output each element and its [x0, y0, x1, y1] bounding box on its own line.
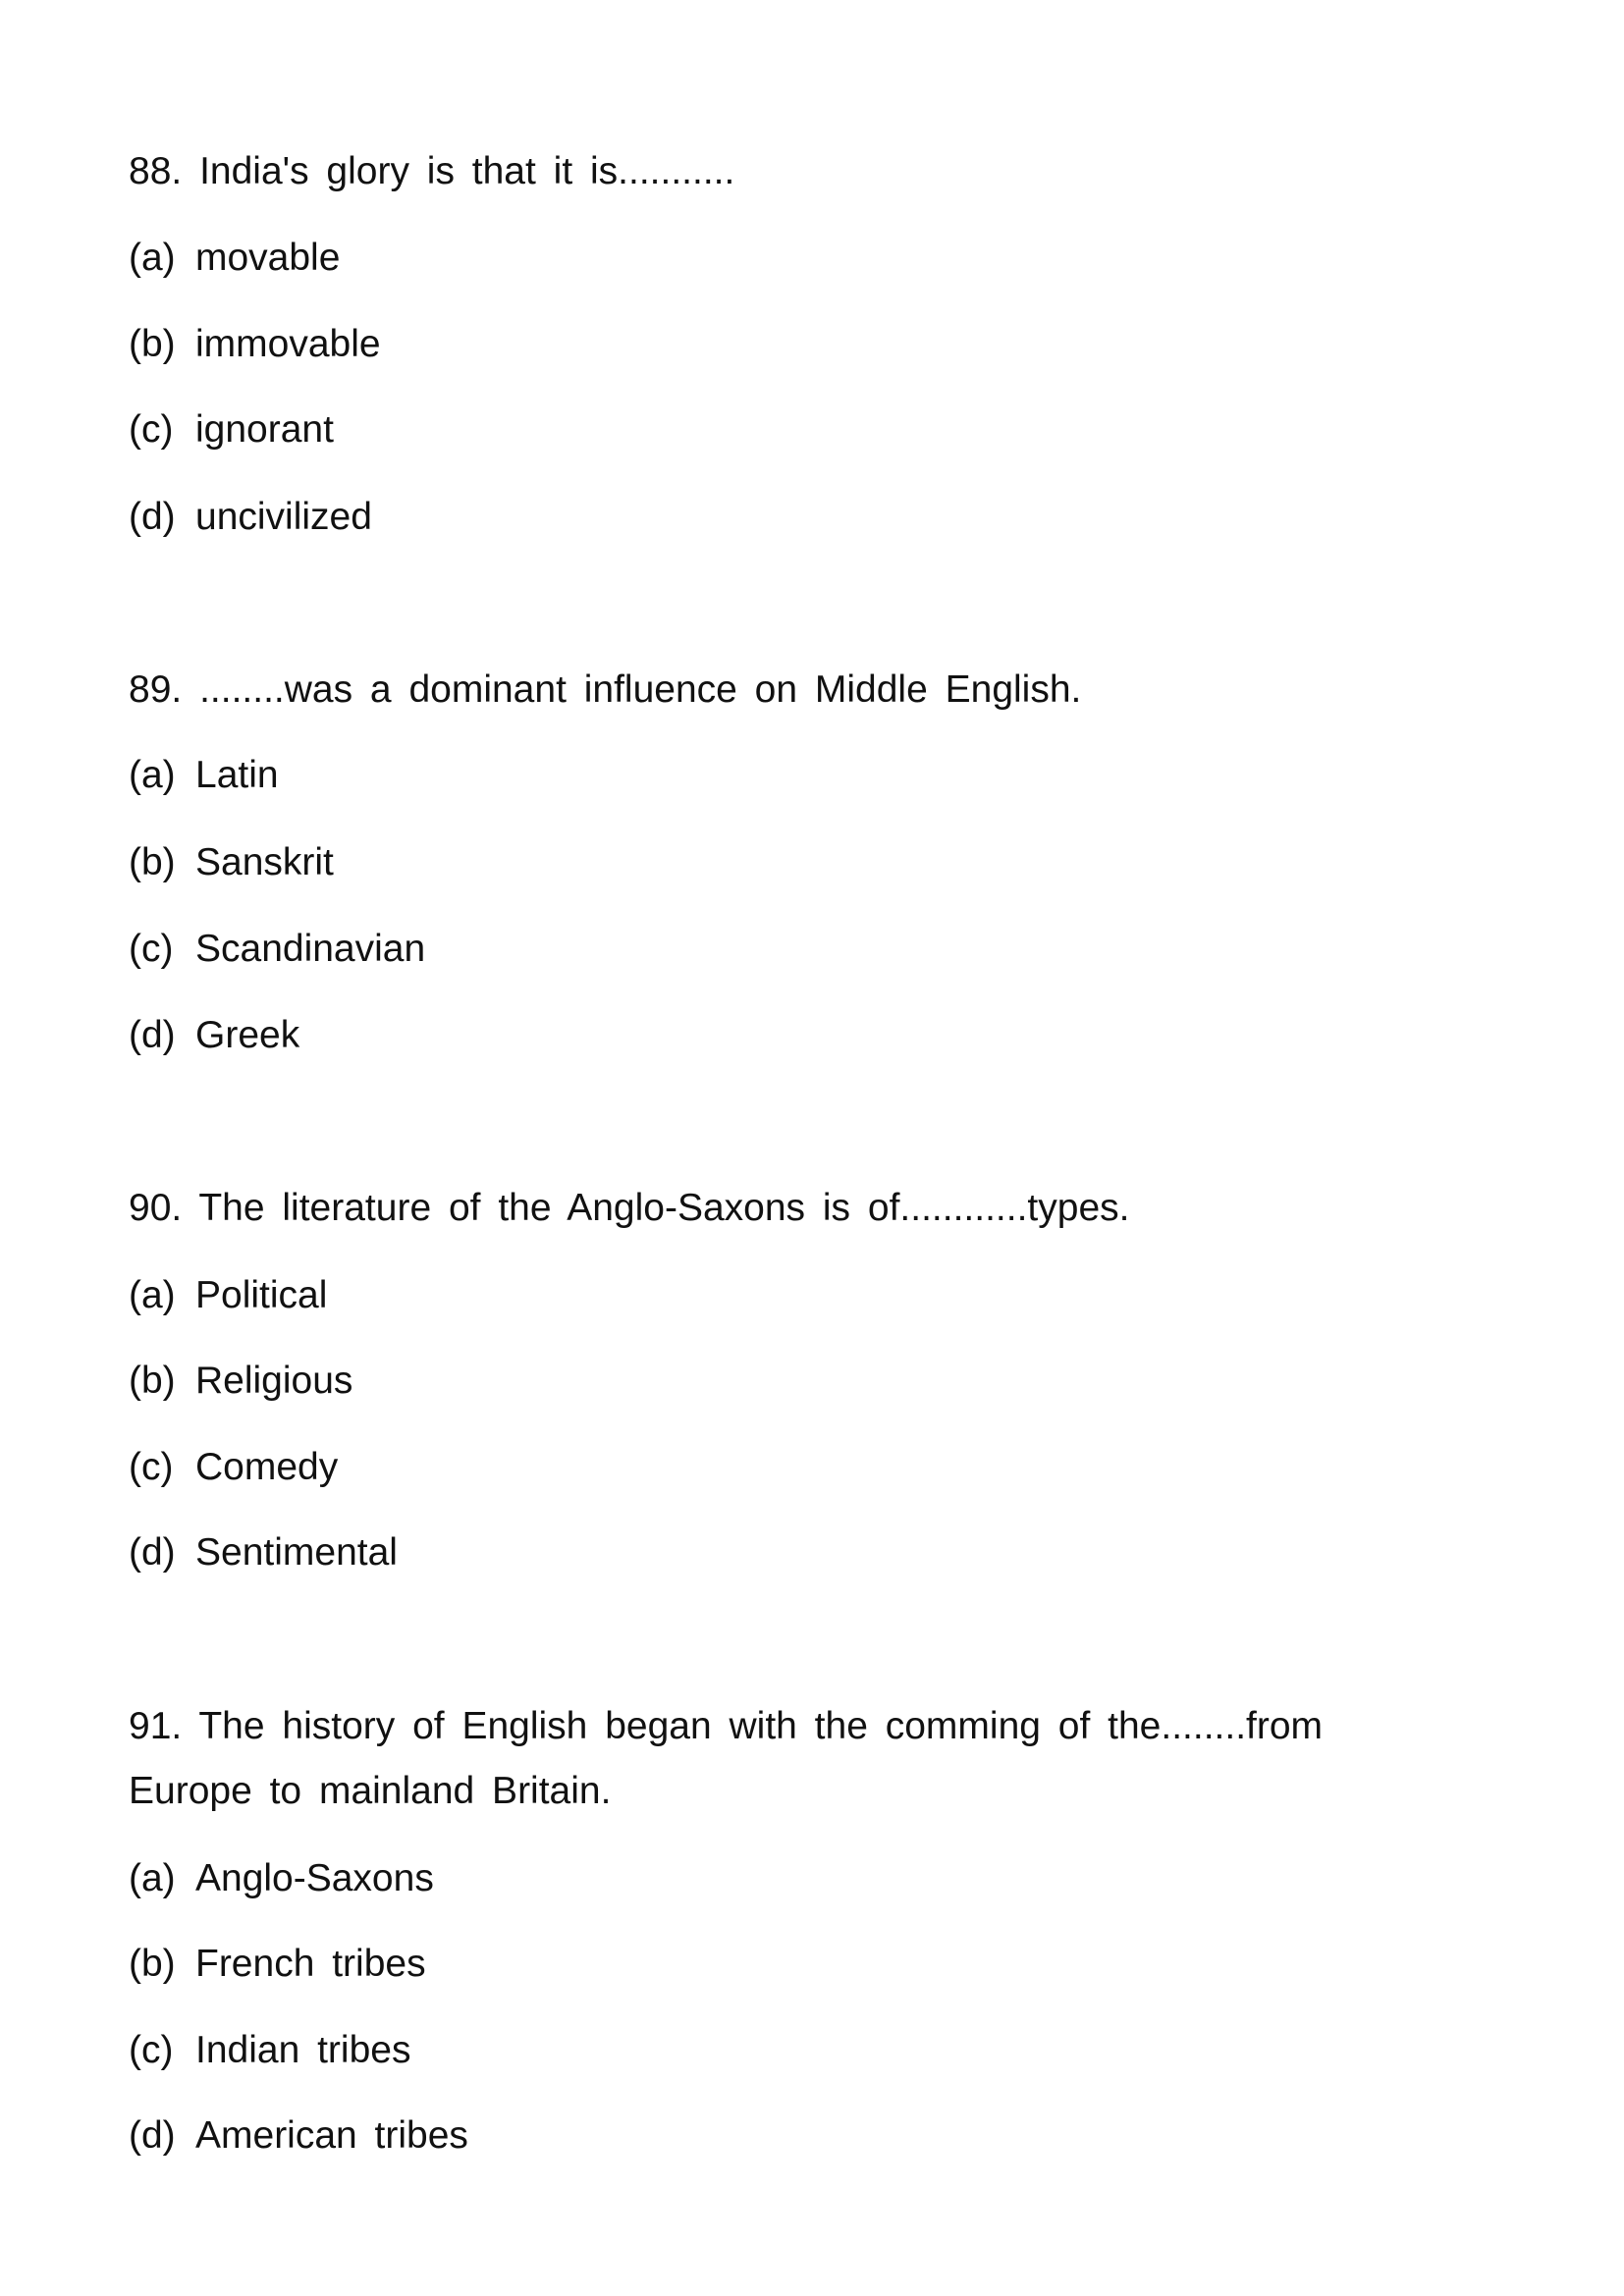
option-label: (c)	[129, 928, 174, 970]
option-90-a	[129, 1274, 327, 1317]
question-text: Europe to mainland Britain.	[129, 1770, 612, 1812]
option-89-d	[129, 1014, 299, 1057]
option-label: (b)	[129, 323, 176, 365]
option-label: (b)	[129, 1943, 176, 1985]
option-88-b	[129, 323, 381, 366]
option-label: (b)	[129, 1360, 176, 1402]
question-text: India's glory is that it is...........	[199, 150, 735, 192]
option-89-a	[129, 754, 279, 797]
question-text: The literature of the Anglo-Saxons is of............types.	[198, 1187, 1130, 1229]
option-text: movable	[195, 237, 341, 279]
option-89-b	[129, 841, 334, 884]
option-text: Sentimental	[195, 1531, 398, 1574]
option-text: Sanskrit	[195, 841, 334, 883]
option-text: Indian tribes	[195, 2029, 411, 2071]
question-91	[129, 1705, 1323, 1748]
question-88	[129, 150, 734, 193]
question-91-continued	[129, 1770, 611, 1813]
option-text: Scandinavian	[195, 928, 426, 970]
option-text: Comedy	[195, 1446, 339, 1488]
option-label: (a)	[129, 754, 176, 796]
option-text: French tribes	[195, 1943, 426, 1985]
option-91-c	[129, 2029, 410, 2072]
option-label: (a)	[129, 237, 176, 279]
option-88-a	[129, 237, 340, 280]
option-text: ignorant	[195, 408, 334, 451]
question-89	[129, 668, 1081, 712]
option-label: (b)	[129, 841, 176, 883]
option-text: Latin	[195, 754, 279, 796]
question-text: The history of English began with the comming of the........from	[198, 1705, 1324, 1747]
option-88-d	[129, 496, 372, 539]
question-number: 89.	[129, 668, 183, 711]
option-label: (d)	[129, 1531, 176, 1574]
option-91-a	[129, 1857, 434, 1900]
option-label: (c)	[129, 408, 174, 451]
option-label: (d)	[129, 1014, 176, 1056]
option-90-d	[129, 1531, 398, 1575]
option-text: Anglo-Saxons	[195, 1857, 434, 1899]
option-89-c	[129, 928, 425, 971]
option-label: (c)	[129, 2029, 174, 2071]
option-label: (a)	[129, 1857, 176, 1899]
option-text: Religious	[195, 1360, 353, 1402]
question-text: ........was a dominant influence on Middle English.	[199, 668, 1082, 711]
option-text: uncivilized	[195, 496, 372, 538]
option-label: (c)	[129, 1446, 174, 1488]
option-text: American tribes	[195, 2114, 468, 2157]
option-88-c	[129, 408, 334, 452]
option-91-d	[129, 2114, 468, 2158]
option-label: (a)	[129, 1274, 176, 1316]
option-90-b	[129, 1360, 352, 1403]
question-number: 88.	[129, 150, 183, 192]
option-text: Greek	[195, 1014, 300, 1056]
option-text: immovable	[195, 323, 381, 365]
option-text: Political	[195, 1274, 328, 1316]
option-label: (d)	[129, 2114, 176, 2157]
option-label: (d)	[129, 496, 176, 538]
option-91-b	[129, 1943, 426, 1986]
option-90-c	[129, 1446, 338, 1489]
question-number: 90.	[129, 1187, 183, 1229]
question-number: 91.	[129, 1705, 183, 1747]
question-90	[129, 1187, 1129, 1230]
